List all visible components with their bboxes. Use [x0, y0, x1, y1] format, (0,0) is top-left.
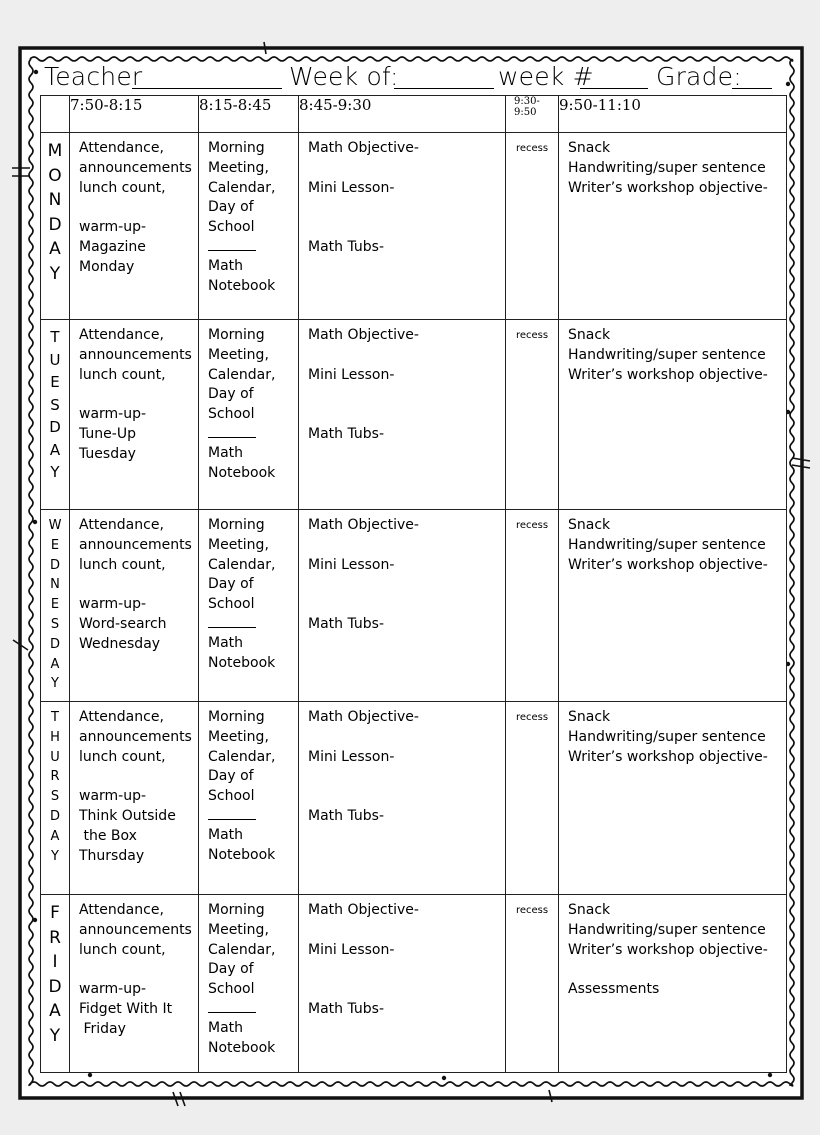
announcements-text: announcements: [79, 728, 192, 745]
day-letter: Y: [49, 263, 61, 284]
math-tubs-text: Math Tubs-: [308, 615, 385, 632]
day-letter: Y: [51, 848, 59, 864]
literacy-cell: [559, 133, 787, 320]
day-letter: R: [50, 769, 60, 785]
mini-lesson-text: Mini Lesson-: [308, 179, 395, 196]
recess-cell: [506, 320, 559, 510]
snack-text: Snack: [568, 327, 611, 343]
day-letter: D: [48, 214, 62, 235]
announcements-text: announcements: [79, 536, 192, 553]
math-content: [299, 320, 505, 445]
day-letter: Y: [49, 1025, 61, 1046]
math-text: Math: [208, 1019, 244, 1036]
time-header-4: 9:30- 9:50: [506, 96, 559, 133]
attendance-text: Attendance,: [79, 327, 164, 343]
math-objective-text: Math Objective-: [308, 709, 419, 725]
week-of-blank: [394, 88, 494, 89]
notebook-text: Notebook: [208, 654, 276, 671]
arrival-content: [70, 133, 198, 278]
lunch-count-text: lunch count,: [79, 748, 166, 765]
literacy-content: [559, 320, 786, 405]
week-number-blank: [580, 88, 648, 89]
notebook-text: Notebook: [208, 277, 276, 294]
math-cell: [299, 133, 506, 320]
announcements-text: announcements: [79, 346, 192, 363]
arrival-cell: [70, 133, 199, 320]
day-letter: S: [50, 395, 60, 414]
attendance-text: Attendance,: [79, 902, 164, 918]
literacy-cell: [559, 320, 787, 510]
warm-up-activity-2: Monday: [79, 258, 135, 275]
recess-cell: [506, 895, 559, 1073]
attendance-text: Attendance,: [79, 709, 164, 725]
handwriting-text: Handwriting/super sentence: [568, 921, 766, 938]
header-line: [40, 62, 790, 96]
morning-meeting-cell: [199, 510, 299, 702]
grade-blank: [732, 88, 772, 89]
day-row-tuesday: [41, 320, 787, 510]
literacy-content: [559, 702, 786, 787]
day-letter: F: [50, 903, 60, 923]
day-name-cell: [41, 320, 70, 510]
announcements-text: announcements: [79, 159, 192, 176]
corner-cell: [41, 96, 70, 133]
math-tubs-text: Math Tubs-: [308, 425, 385, 442]
handwriting-text: Handwriting/super sentence: [568, 159, 766, 176]
mini-lesson-text: Mini Lesson-: [308, 366, 395, 383]
day-of-text: Day of: [208, 768, 254, 785]
meeting-text: Meeting,: [208, 921, 269, 938]
day-of-text: Day of: [208, 199, 254, 216]
day-name-cell: [41, 510, 70, 702]
recess-text: recess: [515, 330, 549, 341]
math-content: [299, 895, 505, 1020]
recess-cell: [506, 133, 559, 320]
day-letter: T: [50, 328, 60, 346]
day-letter: S: [50, 616, 60, 632]
day-letter: D: [49, 636, 60, 652]
blank-line: [208, 807, 256, 820]
meeting-text: Meeting,: [208, 728, 269, 745]
math-objective-text: Math Objective-: [308, 902, 419, 918]
day-name-vertical: [41, 133, 69, 286]
meeting-text: Meeting,: [208, 159, 269, 176]
morning-meeting-cell: [199, 133, 299, 320]
day-letter: Y: [50, 463, 60, 481]
math-content: [299, 702, 505, 827]
warm-up-activity-1: Magazine: [79, 238, 146, 255]
day-letter: R: [49, 927, 61, 948]
calendar-text: Calendar,: [208, 748, 276, 765]
day-letter: A: [50, 656, 60, 672]
blank-line: [208, 238, 256, 251]
warm-up-activity-2: Friday: [79, 1020, 126, 1037]
math-cell: [299, 895, 506, 1073]
arrival-content: [70, 510, 198, 655]
warm-up-activity-2: the Box: [79, 827, 137, 844]
day-of-text: Day of: [208, 961, 254, 978]
day-name-vertical: [41, 510, 69, 694]
day-letter: D: [49, 418, 61, 436]
warm-up-activity-1: Word-search: [79, 615, 167, 632]
morning-meeting-content: [199, 895, 298, 1059]
morning-text: Morning: [208, 902, 265, 918]
math-cell: [299, 510, 506, 702]
literacy-cell: [559, 895, 787, 1073]
warm-up-activity-1: Fidget With It: [79, 1000, 173, 1017]
blank-line: [208, 1000, 256, 1013]
school-text: School: [208, 981, 255, 998]
morning-meeting-content: [199, 702, 298, 866]
day-name-cell: [41, 702, 70, 895]
writers-workshop-text: Writer’s workshop objective-: [568, 748, 768, 765]
warm-up-activity-1: Tune-Up: [79, 425, 136, 442]
arrival-cell: [70, 510, 199, 702]
grade-label: Grade:: [656, 62, 742, 91]
day-row-thursday: [41, 702, 787, 895]
math-cell: [299, 702, 506, 895]
math-objective-text: Math Objective-: [308, 517, 419, 533]
morning-meeting-cell: [199, 895, 299, 1073]
day-name-cell: [41, 133, 70, 320]
recess-text: recess: [515, 905, 549, 916]
math-cell: [299, 320, 506, 510]
day-letter: U: [50, 749, 60, 765]
math-tubs-text: Math Tubs-: [308, 1000, 385, 1017]
recess-text: recess: [515, 520, 549, 531]
day-letter: A: [49, 1001, 61, 1021]
blank-line: [208, 425, 256, 438]
day-letter: U: [49, 350, 61, 369]
math-content: [299, 133, 505, 258]
writers-workshop-text: Writer’s workshop objective-: [568, 366, 768, 383]
meeting-text: Meeting,: [208, 536, 269, 553]
recess-cell: [506, 510, 559, 702]
school-text: School: [208, 788, 255, 805]
warm-up-label: warm-up-: [79, 219, 147, 236]
literacy-cell: [559, 702, 787, 895]
lunch-count-text: lunch count,: [79, 556, 166, 573]
handwriting-text: Handwriting/super sentence: [568, 536, 766, 553]
recess-text: recess: [515, 143, 549, 154]
day-letter: W: [48, 518, 62, 533]
math-text: Math: [208, 826, 244, 843]
announcements-text: announcements: [79, 921, 192, 938]
day-letter: D: [48, 976, 62, 997]
day-letter: M: [47, 141, 63, 161]
notebook-text: Notebook: [208, 464, 276, 481]
meeting-text: Meeting,: [208, 346, 269, 363]
morning-text: Morning: [208, 327, 265, 343]
day-letter: H: [50, 729, 60, 745]
math-text: Math: [208, 634, 244, 651]
calendar-text: Calendar,: [208, 941, 276, 958]
morning-meeting-cell: [199, 320, 299, 510]
school-text: School: [208, 596, 255, 613]
day-letter: S: [50, 789, 60, 805]
day-name-vertical: [41, 895, 69, 1048]
morning-text: Morning: [208, 140, 265, 156]
arrival-content: [70, 895, 198, 1040]
recess-cell: [506, 702, 559, 895]
day-letter: T: [51, 710, 59, 725]
day-row-monday: [41, 133, 787, 320]
school-text: School: [208, 219, 255, 236]
morning-meeting-content: [199, 320, 298, 484]
mini-lesson-text: Mini Lesson-: [308, 941, 395, 958]
snack-text: Snack: [568, 517, 611, 533]
math-content: [299, 510, 505, 635]
lunch-count-text: lunch count,: [79, 941, 166, 958]
warm-up-activity-2: Tuesday: [79, 445, 136, 462]
notebook-text: Notebook: [208, 846, 276, 863]
day-of-text: Day of: [208, 386, 254, 403]
math-text: Math: [208, 444, 244, 461]
warm-up-label: warm-up-: [79, 788, 147, 805]
day-name-vertical: [41, 702, 69, 866]
day-letter: A: [50, 828, 60, 844]
day-letter: N: [48, 190, 62, 210]
morning-text: Morning: [208, 709, 265, 725]
mini-lesson-text: Mini Lesson-: [308, 748, 395, 765]
teacher-blank: [132, 88, 282, 89]
day-letter: I: [52, 952, 58, 972]
day-row-wednesday: [41, 510, 787, 702]
snack-text: Snack: [568, 709, 611, 725]
morning-meeting-cell: [199, 702, 299, 895]
teacher-label: Teacher: [44, 62, 143, 91]
week-of-label: Week of:: [289, 62, 399, 91]
literacy-content: [559, 133, 786, 218]
day-row-friday: [41, 895, 787, 1073]
calendar-text: Calendar,: [208, 556, 276, 573]
handwriting-text: Handwriting/super sentence: [568, 346, 766, 363]
math-tubs-text: Math Tubs-: [308, 238, 385, 255]
warm-up-activity-3: Thursday: [79, 847, 145, 864]
lunch-count-text: lunch count,: [79, 366, 166, 383]
day-letter: Y: [51, 676, 59, 692]
time-header-1: 7:50-8:15: [70, 96, 199, 133]
time-header-5: 9:50-11:10: [559, 96, 787, 133]
attendance-text: Attendance,: [79, 517, 164, 533]
warm-up-label: warm-up-: [79, 981, 147, 998]
recess-text: recess: [515, 712, 549, 723]
morning-meeting-content: [199, 133, 298, 297]
math-objective-text: Math Objective-: [308, 140, 419, 156]
day-name-vertical: [41, 320, 69, 484]
writers-workshop-text: Writer’s workshop objective-: [568, 179, 768, 196]
warm-up-activity-2: Wednesday: [79, 635, 161, 652]
snack-text: Snack: [568, 902, 611, 918]
snack-text: Snack: [568, 140, 611, 156]
arrival-content: [70, 702, 198, 866]
day-of-text: Day of: [208, 576, 254, 593]
handwriting-text: Handwriting/super sentence: [568, 728, 766, 745]
assessments-text: Assessments: [568, 981, 660, 998]
day-letter: A: [49, 239, 61, 259]
time-header-2: 8:15-8:45: [199, 96, 299, 133]
warm-up-activity-1: Think Outside: [79, 807, 176, 824]
mini-lesson-text: Mini Lesson-: [308, 556, 395, 573]
day-letter: A: [49, 440, 61, 459]
school-text: School: [208, 406, 255, 423]
day-letter: E: [50, 373, 60, 391]
notebook-text: Notebook: [208, 1039, 276, 1056]
lunch-count-text: lunch count,: [79, 179, 166, 196]
weekly-schedule-table: [40, 95, 787, 1073]
time-header-3: 8:45-9:30: [299, 96, 506, 133]
day-letter: D: [49, 808, 60, 824]
math-tubs-text: Math Tubs-: [308, 807, 385, 824]
morning-text: Morning: [208, 517, 265, 533]
warm-up-label: warm-up-: [79, 596, 147, 613]
day-letter: E: [50, 537, 60, 553]
writers-workshop-text: Writer’s workshop objective-: [568, 941, 768, 958]
week-number-label: week #: [498, 62, 594, 91]
calendar-text: Calendar,: [208, 179, 276, 196]
attendance-text: Attendance,: [79, 140, 164, 156]
day-letter: E: [50, 597, 60, 613]
literacy-cell: [559, 510, 787, 702]
day-letter: N: [50, 577, 60, 593]
writers-workshop-text: Writer’s workshop objective-: [568, 556, 768, 573]
arrival-cell: [70, 320, 199, 510]
arrival-cell: [70, 702, 199, 895]
morning-meeting-content: [199, 510, 298, 674]
math-objective-text: Math Objective-: [308, 327, 419, 343]
literacy-content: [559, 510, 786, 595]
calendar-text: Calendar,: [208, 366, 276, 383]
arrival-content: [70, 320, 198, 465]
math-text: Math: [208, 257, 244, 274]
day-name-cell: [41, 895, 70, 1073]
time-header-row: [41, 96, 787, 133]
day-letter: D: [49, 557, 60, 573]
literacy-content: [559, 895, 786, 1000]
blank-line: [208, 615, 256, 628]
arrival-cell: [70, 895, 199, 1073]
warm-up-label: warm-up-: [79, 406, 147, 423]
day-letter: O: [48, 165, 62, 186]
